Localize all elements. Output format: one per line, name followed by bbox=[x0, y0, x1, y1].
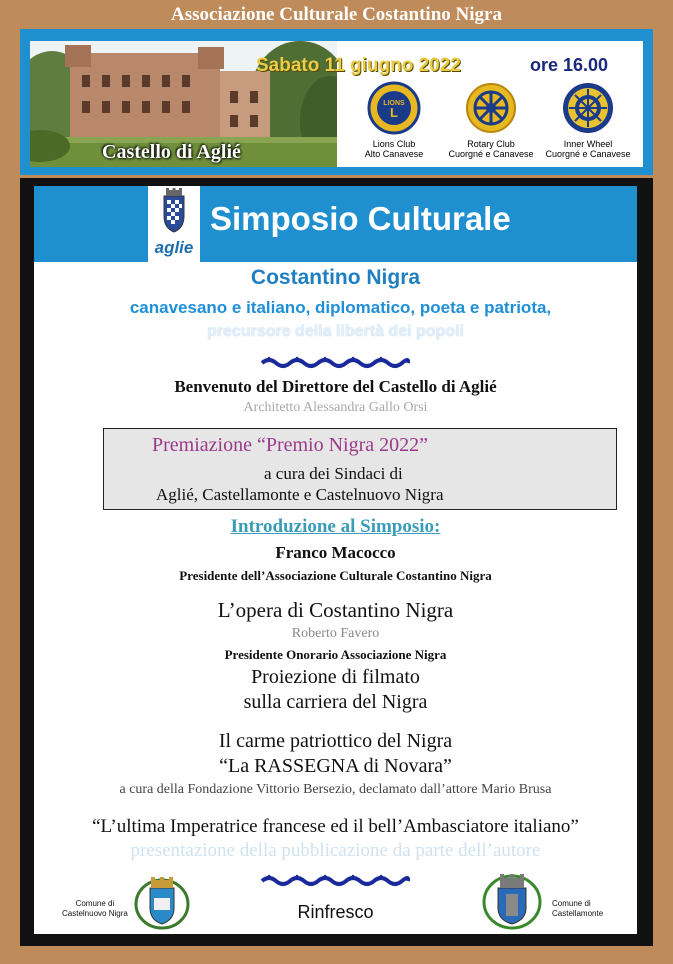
honoree-name: Costantino Nigra bbox=[250, 266, 421, 289]
welcome-title: Benvenuto del Direttore del Castello di Aglié bbox=[174, 377, 497, 396]
comune-castellamonte-line-2: Castellamonte bbox=[552, 909, 604, 918]
wave-divider-bottom bbox=[260, 874, 410, 888]
award-line-1: a cura dei Sindaci di bbox=[264, 464, 403, 483]
club-rotary-name: Rotary Club bbox=[467, 139, 515, 149]
rotary-wheel-icon bbox=[464, 81, 518, 135]
speaker-favero: Roberto Favero bbox=[291, 626, 380, 641]
aglie-logo bbox=[148, 186, 200, 262]
lions-emblem-icon bbox=[367, 81, 421, 135]
carme-line-2: “La RASSEGNA di Novara” bbox=[219, 755, 452, 777]
carme-credit: a cura della Fondazione Vittorio Bersezio, declamato dall’attore Mario Brusa bbox=[119, 782, 552, 797]
honoree-subtitle: canavesano e italiano, diplomatico, poeta e patriota, bbox=[129, 298, 552, 317]
event-time: ore 16.00 bbox=[530, 55, 609, 75]
club-lions-name: Lions Club bbox=[372, 139, 416, 149]
symposium-banner bbox=[34, 186, 637, 262]
speaker-macocco-role: Presidente dell’Associazione Culturale Costantino Nigra bbox=[179, 568, 492, 583]
aglie-logo-text: aglie bbox=[154, 238, 194, 257]
film-line-2: sulla carriera del Nigra bbox=[243, 691, 428, 713]
carme-line-1: Il carme patriottico del Nigra bbox=[218, 730, 453, 752]
talk-opera-nigra: L’opera di Costantino Nigra bbox=[217, 598, 454, 622]
book-title: “L’ultima Imperatrice francese ed il bell’Ambasciatore italiano” bbox=[92, 816, 579, 837]
symposium-intro-heading: Introduzione al Simposio: bbox=[230, 516, 441, 537]
club-inner-wheel-name: Inner Wheel bbox=[563, 139, 613, 149]
welcome-speaker: Architetto Alessandra Gallo Orsi bbox=[243, 400, 428, 415]
club-inner-wheel-place: Cuorgné e Canavese bbox=[545, 149, 631, 159]
club-rotary bbox=[443, 81, 539, 159]
event-date: Sabato 11 giugno 2022 bbox=[256, 55, 461, 76]
speaker-favero-role: Presidente Onorario Associazione Nigra bbox=[224, 647, 447, 662]
wave-divider-top bbox=[260, 356, 410, 370]
film-line-1: Proiezione di filmato bbox=[251, 666, 420, 688]
castellamonte-crest-icon bbox=[482, 870, 542, 930]
program-frame bbox=[20, 178, 653, 946]
program-content bbox=[34, 186, 637, 934]
castle-caption: Castello di Aglié bbox=[102, 141, 241, 163]
symposium-title: Simposio Culturale bbox=[210, 200, 511, 237]
comune-castellamonte-label bbox=[552, 899, 603, 919]
header-banner bbox=[20, 29, 653, 175]
club-rotary-place: Cuorgné e Canavese bbox=[448, 149, 534, 159]
inner-wheel-icon bbox=[561, 81, 615, 135]
award-title: Premiazione “Premio Nigra 2022” bbox=[152, 434, 429, 456]
association-title: Associazione Culturale Costantino Nigra bbox=[171, 4, 502, 25]
honoree-subtitle-2: precursore della libertà dei popoli bbox=[207, 323, 464, 340]
aglie-crest-icon bbox=[148, 186, 200, 238]
refreshment-label: Rinfresco bbox=[297, 902, 374, 922]
award-box bbox=[103, 428, 617, 510]
club-inner-wheel bbox=[540, 81, 636, 159]
comune-castellamonte-line-1: Comune di bbox=[552, 899, 591, 908]
club-lions bbox=[346, 81, 442, 159]
speaker-macocco: Franco Macocco bbox=[275, 543, 396, 562]
book-note: presentazione della pubblicazione da parte dell’autore bbox=[130, 840, 541, 861]
header-inner bbox=[30, 41, 643, 167]
comune-castelnuovo-line-2: Castelnuovo Nigra bbox=[62, 909, 128, 918]
club-lions-place: Alto Canavese bbox=[364, 149, 424, 159]
award-line-2: Aglié, Castellamonte e Castelnuovo Nigra bbox=[156, 485, 444, 504]
svg-text:L: L bbox=[390, 105, 398, 120]
comune-castelnuovo-line-1: Comune di bbox=[75, 899, 115, 908]
lions-emblem-text: LIONS bbox=[383, 100, 405, 107]
